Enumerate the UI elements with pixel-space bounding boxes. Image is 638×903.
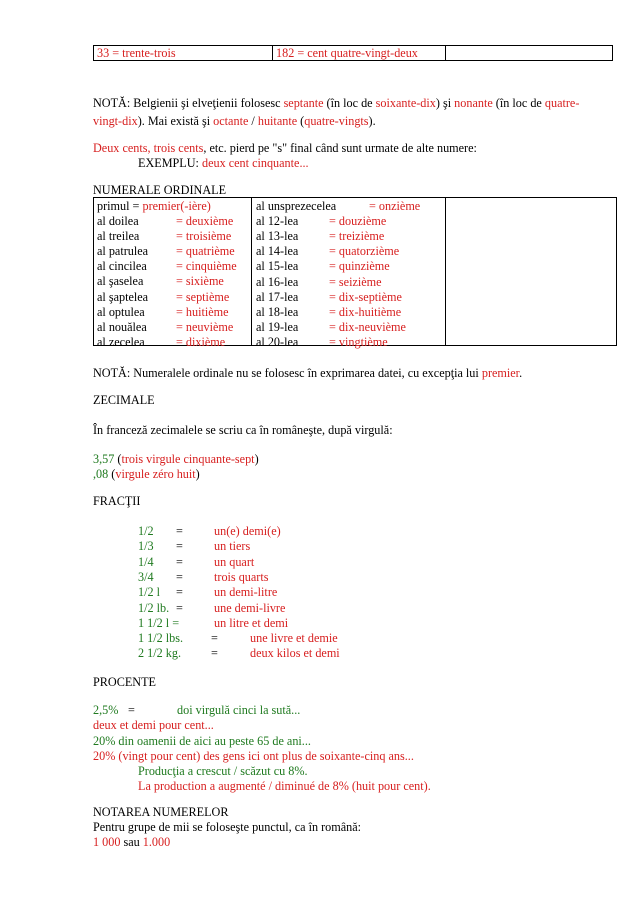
note-term: premier [481,366,520,380]
note-term: septante [283,96,324,110]
ordinal-first [97,199,211,213]
percent-fr: deux et demi pour cent... [93,718,214,732]
decimal-fr: trois virgule cinquante-sept [121,452,255,466]
ordinal-ro: al doilea [97,214,139,228]
table-cell: 182 = cent quatre-vingt-deux [273,46,446,61]
column-divider [445,198,446,345]
percent-sentence-ro: Producţia a crescut / scăzut cu 8%. [138,764,308,778]
ordinal-heading: NUMERALE ORDINALE [93,183,227,197]
percent-sentence-ro: 20% din oamenii de aici au peste 65 de ani... [93,734,311,748]
notation-text: sau [120,835,143,849]
ordinal-fr: = huitième [176,304,229,319]
deux-cents-rule [93,141,477,156]
percent-heading: PROCENTE [93,675,156,689]
note-term: nonante [454,96,493,110]
ordinal-ro: al 16-lea [256,274,299,289]
ordinal-fr: = dix-neuvième [329,319,406,334]
decimal-example [93,452,259,467]
note-text: NOTĂ: Numeralele ordinale nu se folosesc în exprimarea datei, cu excepţia lui [93,366,482,380]
notation-heading: NOTAREA NUMERELOR [93,805,229,819]
ordinal-fr: = quatrième [176,244,235,259]
ordinal-ro: al treilea [97,229,140,244]
ordinal-ro: al 14-lea [256,244,299,259]
percent-sentence-fr: La production a augmenté / diminué de 8% (huit pour cent). [138,779,431,793]
ordinal-ro: al unsprezecelea [256,199,337,213]
decimal-example [93,467,200,482]
ordinal-ro: primul = [97,199,143,213]
fraction-number: 1/2 l [138,585,161,600]
ordinal-fr: = seizième [329,274,382,289]
fraction-eq: = [176,585,183,600]
rule-text: , etc. pierd pe "s" final când sunt urmate de alte numere: [203,141,477,155]
fraction-eq: = [211,646,218,661]
example-label: EXEMPLU: [138,156,202,170]
ordinal-fr: = neuvième [176,319,234,334]
ordinal-ro: al şaptelea [97,289,149,304]
ordinal-fr: = dix-huitième [329,304,402,319]
note-term: quatre- [544,96,580,110]
note-text: (în loc de [323,96,376,110]
fraction-fr: une demi-livre [214,600,286,615]
fraction-eq: = [176,569,183,584]
column-divider [251,198,252,345]
fraction-number: 3/4 [138,569,154,584]
ordinal-ro: al 13-lea [256,229,299,244]
note-text: ). Mai există şi [137,114,214,128]
ordinal-fr: = troisième [176,229,232,244]
fraction-eq: = [176,554,183,569]
example-text: deux cent cinquante... [201,156,309,170]
fraction-number: 1 1/2 l = [138,615,180,630]
note-text: . [519,366,523,380]
notation-text: Pentru grupe de mii se foloseşte punctul, ca în română: [93,820,362,834]
fraction-number: 1/4 [138,554,154,569]
fraction-eq: = [176,600,183,615]
fraction-fr: une livre et demie [250,631,338,646]
note-term: octante [213,114,249,128]
note-term: huitante [257,114,298,128]
note-text: NOTĂ: Belgienii şi elveţienii folosesc [93,96,284,110]
note-belgian-line1 [93,96,579,111]
fractions-heading: FRACŢII [93,494,141,508]
note-belgian-line2 [93,114,376,129]
decimals-heading: ZECIMALE [93,393,155,407]
fraction-fr: un tiers [214,539,251,554]
ordinal-ro: al 12-lea [256,214,299,229]
ordinal-ro: al optulea [97,304,145,319]
ordinal-fr: = quatorzième [329,244,400,259]
percent-number: 2,5% [93,703,119,717]
ordinal-fr: = septième [176,289,230,304]
note-term: quatre-vingts [304,114,369,128]
ordinal-table [93,197,617,349]
fraction-fr: un quart [214,554,255,569]
note-text: / [248,114,258,128]
ordinal-fr: = sixième [176,274,224,289]
decimal-paren: ( [108,467,116,481]
fraction-number: 2 1/2 kg. [138,646,181,661]
fraction-eq: = [211,631,218,646]
fraction-fr: un litre et demi [214,615,289,630]
decimal-paren: ) [254,452,259,466]
table-cell: 33 = trente-trois [94,46,273,61]
ordinal-ro: al nouălea [97,319,147,334]
table-cell-empty [446,46,613,61]
note-text: ). [368,114,376,128]
note-ordinal-dates [93,366,522,381]
ordinal-fr: premier(-ière) [142,199,211,213]
ordinal-fr: = quinzième [329,259,390,274]
ordinal-fr: = cinquième [176,259,237,274]
percent-example [93,703,301,718]
percent-eq: = [128,703,135,717]
fraction-fr: un(e) demi(e) [214,524,281,538]
decimal-number: ,08 [93,467,109,481]
decimal-number: 3,57 [93,452,115,466]
ordinal-ro: al cincilea [97,259,147,274]
ordinal-fr: = deuxième [176,214,234,228]
ordinal-fr: = douzième [329,214,387,229]
percent-ro: doi virgulă cinci la sută... [177,703,301,717]
rule-term: Deux cents, trois cents [93,141,204,155]
decimal-paren: ) [195,467,200,481]
fraction-number: 1 1/2 lbs. [138,631,184,646]
note-text: (în loc de [492,96,545,110]
fraction-eq: = [176,524,183,538]
fraction-number: 1/2 [138,524,154,538]
fraction-eq: = [176,539,183,554]
ordinal-ro: al zecelea [97,334,145,349]
ordinal-ro: al patrulea [97,244,149,259]
notation-number: 1.000 [142,835,171,849]
ordinal-fr: = onzième [369,199,421,213]
decimal-fr: virgule zéro huit [115,467,196,481]
decimals-text: În franceză zecimalele se scriu ca în româneşte, după virgulă: [93,423,393,437]
fraction-fr: un demi-litre [214,585,278,600]
deux-cents-example [138,156,309,171]
note-term: soixante-dix [375,96,436,110]
ordinal-fr: = dix-septième [329,289,402,304]
ordinal-fr: = treizième [329,229,385,244]
fraction-fr: trois quarts [214,569,269,584]
ordinal-ro: al şaselea [97,274,144,289]
ordinal-fr: = vingtième [329,334,388,349]
ordinal-ro: al 17-lea [256,289,299,304]
fraction-number: 1/2 lb. [138,600,170,615]
note-text: ( [297,114,305,128]
ordinal-ro: al 15-lea [256,259,299,274]
notation-example [93,835,170,850]
percent-sentence-fr: 20% (vingt pour cent) des gens ici ont plus de soixante-cinq ans... [93,749,414,763]
notation-number: 1 000 [93,835,121,849]
ordinal-ro: al 20-lea [256,334,299,349]
ordinal-ro: al 19-lea [256,319,299,334]
numbers-table [93,45,613,61]
ordinal-fr: = dixième [176,334,226,349]
fraction-fr: deux kilos et demi [250,646,340,661]
decimal-paren: ( [114,452,122,466]
ordinal-ro: al 18-lea [256,304,299,319]
fraction-number: 1/3 [138,539,154,554]
note-text: ) şi [435,96,455,110]
note-term: vingt-dix [93,114,138,128]
